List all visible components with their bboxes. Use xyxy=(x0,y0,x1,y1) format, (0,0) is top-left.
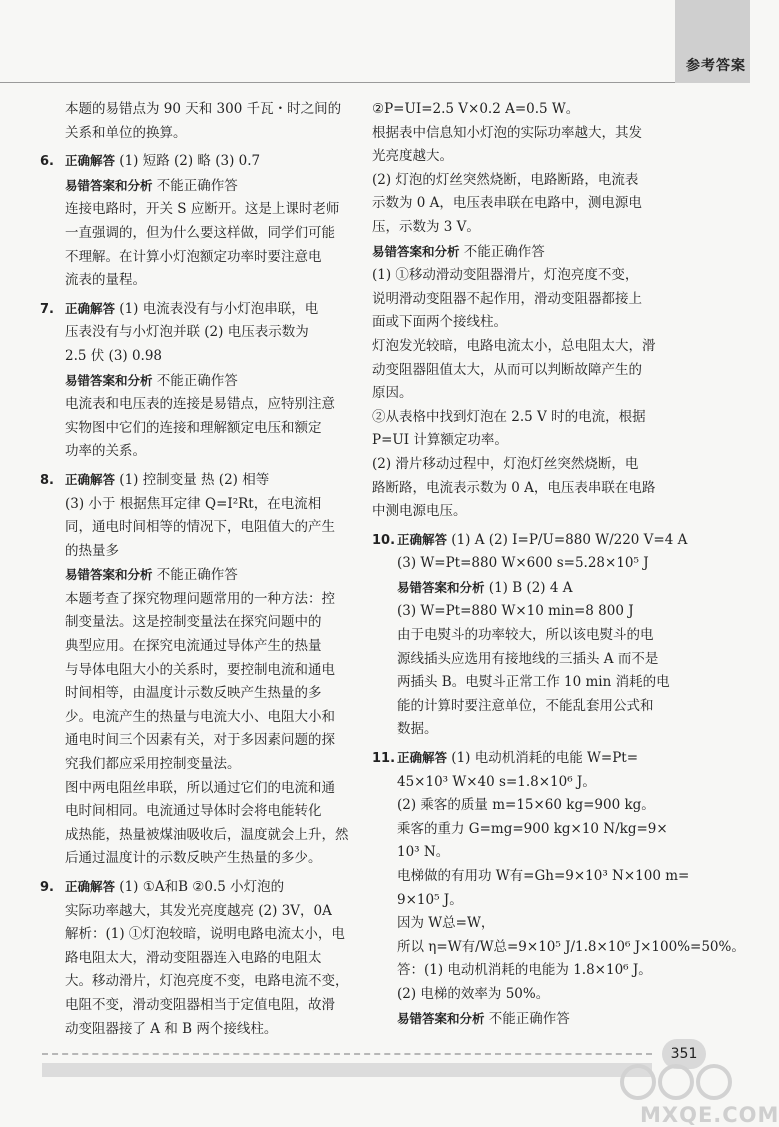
answer-text: 大。移动滑片，灯泡亮度不变，电路电流不变， xyxy=(65,973,349,990)
answer-text: (3) W=Pt=880 W×10 min=8 800 J xyxy=(397,603,634,620)
answer-line xyxy=(372,240,710,265)
question-number: 11. xyxy=(372,751,396,767)
answer-line xyxy=(40,1018,358,1042)
answer-line xyxy=(40,588,358,612)
answer-text: P=UI 计算额定功率。 xyxy=(372,432,508,449)
answer-text: 不能正确作答 xyxy=(459,243,545,260)
answer-tag: 易错答案和分析 xyxy=(397,1010,485,1026)
answer-line xyxy=(372,841,710,865)
answer-line xyxy=(40,516,358,540)
answer-text: 功率的关系。 xyxy=(65,443,146,460)
answer-line xyxy=(372,216,710,240)
answer-text: 时间相等，由温度计示数反映产生热量的多 xyxy=(65,685,322,702)
answer-line xyxy=(372,528,710,553)
answer-text: 路电阻太大，滑动变阻器连入电路的电阻太 xyxy=(65,949,322,966)
answer-text: 因为 W总=W， xyxy=(397,915,495,932)
answer-line xyxy=(372,145,710,169)
answer-text: 制变量法。这是控制变量法在探究问题中的 xyxy=(65,614,322,631)
answer-line xyxy=(40,246,358,270)
answer-line xyxy=(372,648,710,672)
answer-line xyxy=(372,576,710,601)
answer-text: (2) 电梯的效率为 50%。 xyxy=(397,985,550,1002)
answer-line xyxy=(372,865,710,889)
answer-line xyxy=(40,824,358,848)
answer-line xyxy=(40,777,358,801)
answer-line xyxy=(372,264,710,288)
footer-bar xyxy=(42,1063,652,1077)
answer-line xyxy=(372,695,710,719)
question-9 xyxy=(40,875,358,1041)
answer-text: (1) A (2) I=P/U=880 W/220 V=4 A xyxy=(447,531,688,548)
answer-text: 后通过温度计的示数反映产生热量的多少。 xyxy=(65,850,322,867)
answer-text: 所以 η=W有/W总=9×10⁵ J/1.8×10⁶ J×100%=50%。 xyxy=(397,938,745,955)
answer-text: 究我们都应采用控制变量法。 xyxy=(65,756,241,773)
question-11 xyxy=(372,746,745,1031)
answer-line xyxy=(40,493,358,517)
answer-tag: 正确解答 xyxy=(65,300,116,316)
answer-text: (2) 乘客的质量 m=15×60 kg=900 kg。 xyxy=(397,797,655,814)
answer-tag: 正确解答 xyxy=(65,153,116,169)
answer-text: 压表没有与小灯泡并联 (2) 电压表示数为 xyxy=(65,324,309,341)
answer-line xyxy=(372,477,710,501)
answer-text: 本题的易错点为 90 天和 300 千瓦・时之间的 xyxy=(65,101,342,117)
answer-tag: 易错答案和分析 xyxy=(372,243,460,259)
watermark-url: MXQE.COM xyxy=(640,1103,779,1127)
answer-line xyxy=(372,500,710,524)
answer-text: 不能正确作答 xyxy=(484,1010,570,1027)
answer-text: 数据。 xyxy=(397,721,438,738)
answer-text: 同，通电时间相等的情况下，电阻值大的产生 xyxy=(65,519,335,536)
answer-text: 关系和单位的换算。 xyxy=(65,124,187,141)
answer-text: 9×10⁵ J。 xyxy=(397,891,463,908)
answer-text: 45×10³ W×40 s=1.8×10⁶ J。 xyxy=(397,773,596,790)
answer-text: 成热能，热量被煤油吸收后，温度就会上升，然 xyxy=(65,826,349,843)
answer-text: 路断路，电流表示数为 0 A，电压表串联在电路 xyxy=(372,479,656,496)
section-tab xyxy=(675,0,750,83)
answer-line xyxy=(40,122,358,146)
answer-line xyxy=(40,369,358,394)
answer-line xyxy=(372,771,710,795)
answer-line xyxy=(372,794,710,818)
answer-line xyxy=(372,98,710,122)
answer-text: 本题考查了探究物理问题常用的一种方法：控 xyxy=(65,590,335,607)
answer-text: 压，示数为 3 V。 xyxy=(372,218,480,235)
answer-line xyxy=(372,912,710,936)
answer-line xyxy=(372,359,710,383)
page-number: 351 xyxy=(662,1039,706,1069)
header-rule xyxy=(0,82,675,83)
answer-line xyxy=(40,563,358,588)
answer-line xyxy=(40,923,358,947)
answer-line xyxy=(372,311,710,335)
answer-line xyxy=(372,382,710,406)
answer-text: 说明滑动变阻器不起作用，滑动变阻器都接上 xyxy=(372,290,642,307)
answer-text: 不能正确作答 xyxy=(152,567,238,584)
answer-text: 电阻不变，滑动变阻器相当于定值电阻，故滑 xyxy=(65,996,335,1013)
answer-line xyxy=(372,624,710,648)
question-6 xyxy=(40,149,358,293)
answer-tag: 易错答案和分析 xyxy=(65,372,153,388)
answer-text: ②从表格中找到灯泡在 2.5 V 时的电流，根据 xyxy=(372,408,646,425)
answer-line xyxy=(372,122,710,146)
answer-text: 动变阻器接了 A 和 B 两个接线柱。 xyxy=(65,1020,278,1037)
answer-text: 连接电路时，开关 S 应断开。这是上课时老师 xyxy=(65,201,340,218)
answer-line xyxy=(40,635,358,659)
answer-line xyxy=(40,393,358,417)
answer-line xyxy=(372,552,710,576)
answer-line xyxy=(40,417,358,441)
answer-text: 典型应用。在探究电流通过导体产生的热量 xyxy=(65,638,322,655)
answer-text: 面或下面两个接线柱。 xyxy=(372,314,507,331)
answer-line xyxy=(372,600,710,624)
continued-answer xyxy=(372,98,710,524)
answer-line xyxy=(40,800,358,824)
answer-line xyxy=(372,818,710,842)
page-header xyxy=(0,0,750,83)
answer-text: 原因。 xyxy=(372,385,413,402)
answer-text: (3) 小于 根据焦耳定律 Q=I²Rt，在电流相 xyxy=(65,495,322,512)
answer-line xyxy=(372,429,710,453)
answer-line xyxy=(40,440,358,464)
answer-tag: 易错答案和分析 xyxy=(65,177,153,193)
answer-line xyxy=(372,718,710,742)
question-number: 8. xyxy=(40,472,54,488)
answer-text: 不能正确作答 xyxy=(152,372,238,389)
answer-text: 灯泡发光较暗，电路电流太小，总电阻太大，滑 xyxy=(372,337,656,354)
answer-text: 源线插头应选用有接地线的三插头 A 而不是 xyxy=(397,650,659,667)
answer-line xyxy=(372,1007,710,1032)
question-7 xyxy=(40,297,358,464)
answer-text: 少。电流产生的热量与电流大小、电阻大小和 xyxy=(65,708,335,725)
answer-line xyxy=(40,98,358,122)
answer-line xyxy=(372,889,710,913)
answer-line xyxy=(40,468,358,493)
answer-text: 电时间相同。电流通过导体时会将电能转化 xyxy=(65,803,322,820)
answer-text: (1) ①A和B ②0.5 小灯泡的 xyxy=(115,879,285,895)
answer-text: 流表的量程。 xyxy=(65,272,146,289)
answer-line xyxy=(40,269,358,293)
answer-text: 答：(1) 电动机消耗的电能为 1.8×10⁶ J。 xyxy=(397,962,652,979)
question-8 xyxy=(40,468,358,871)
answer-text: (1) 控制变量 热 (2) 相等 xyxy=(115,471,270,488)
answer-line xyxy=(40,297,358,322)
answer-text: ②P=UI=2.5 V×0.2 A=0.5 W。 xyxy=(372,101,580,117)
answer-tag: 正确解答 xyxy=(65,879,116,894)
answer-line xyxy=(372,453,710,477)
answer-line xyxy=(40,345,358,369)
answer-line xyxy=(40,682,358,706)
answer-text: 通电时间三个因素有关，对于多因素问题的探 xyxy=(65,732,335,749)
answer-text: 的热量多 xyxy=(65,542,119,559)
answer-text: (2) 滑片移动过程中，灯泡灯丝突然烧断，电 xyxy=(372,455,639,472)
answer-line xyxy=(40,706,358,730)
answer-text: 由于电熨斗的功率较大，所以该电熨斗的电 xyxy=(397,627,654,644)
right-column xyxy=(372,98,745,1035)
answer-line xyxy=(372,671,710,695)
answer-line xyxy=(40,875,358,900)
answer-text: 电流表和电压表的连接是易错点，应特别注意 xyxy=(65,396,335,413)
answer-line xyxy=(40,729,358,753)
answer-text: 光亮度越大。 xyxy=(372,148,453,165)
answer-line xyxy=(40,222,358,246)
left-column xyxy=(40,98,358,1045)
answer-text: 乘客的重力 G=mg=900 kg×10 N/kg=9× xyxy=(397,820,668,837)
answer-text: 实际功率越大，其发光亮度越亮 (2) 3V，0A xyxy=(65,902,332,919)
answer-line xyxy=(40,611,358,635)
answer-line xyxy=(40,947,358,971)
answer-text: 与导体电阻大小的关系时，要控制电流和通电 xyxy=(65,661,335,678)
answer-line xyxy=(372,983,710,1007)
answer-text: 中测电源电压。 xyxy=(372,503,467,520)
answer-line xyxy=(40,659,358,683)
answer-line xyxy=(372,288,710,312)
answer-text: (1) B (2) 4 A xyxy=(484,579,573,596)
answer-line xyxy=(40,994,358,1018)
answer-line xyxy=(40,900,358,924)
answer-tag: 正确解答 xyxy=(397,531,448,547)
question-number: 7. xyxy=(40,301,54,317)
answer-text: 解析：(1) ①灯泡较暗，说明电路电流太小，电 xyxy=(65,926,345,943)
answer-text: 动变阻器阻值太大，从而可以判断故障产生的 xyxy=(372,361,642,378)
answer-line xyxy=(40,321,358,345)
answer-line xyxy=(40,753,358,777)
answer-tag: 易错答案和分析 xyxy=(65,567,153,583)
answer-text: 实物图中它们的连接和理解额定电压和额定 xyxy=(65,419,322,436)
answer-text: 不理解。在计算小灯泡额定功率时要注意电 xyxy=(65,248,322,265)
answer-tag: 正确解答 xyxy=(65,471,116,487)
question-number: 10. xyxy=(372,532,396,548)
answer-text: 电梯做的有用功 W有=Gh=9×10³ N×100 m= xyxy=(397,868,690,884)
answer-text: (1) 电流表没有与小灯泡串联，电 xyxy=(115,300,319,317)
answer-line xyxy=(40,149,358,174)
answer-text: 10³ N。 xyxy=(397,844,450,861)
answer-line xyxy=(40,174,358,199)
answer-line xyxy=(372,406,710,430)
answer-text: (3) W=Pt=880 W×600 s=5.28×10⁵ J xyxy=(397,555,649,572)
answer-line xyxy=(372,746,710,771)
answer-text: (1) 电动机消耗的电能 W=Pt= xyxy=(447,750,639,767)
answer-line xyxy=(372,192,710,216)
answer-text: (2) 灯泡的灯丝突然烧断，电路断路，电流表 xyxy=(372,171,639,188)
answer-text: 2.5 伏 (3) 0.98 xyxy=(65,347,163,364)
continued-answer xyxy=(40,98,358,145)
answer-text: 一直强调的，但为什么要这样做，同学们可能 xyxy=(65,224,335,241)
question-number: 9. xyxy=(40,880,54,895)
answer-line xyxy=(372,335,710,359)
answer-line xyxy=(40,970,358,994)
answer-text: 两插头 B。电熨斗正常工作 10 min 消耗的电 xyxy=(397,674,670,691)
answer-line xyxy=(40,847,358,871)
answer-text: 能的计算时要注意单位，不能乱套用公式和 xyxy=(397,697,654,714)
answer-line xyxy=(40,540,358,564)
answer-line xyxy=(40,198,358,222)
answer-text: 不能正确作答 xyxy=(152,177,238,194)
question-number: 6. xyxy=(40,154,54,170)
answer-line xyxy=(372,169,710,193)
answer-text: (1) 短路 (2) 略 (3) 0.7 xyxy=(115,153,261,170)
answer-text: 示数为 0 A，电压表串联在电路中，测电源电 xyxy=(372,195,642,212)
answer-text: (1) ①移动滑动变阻器滑片，灯泡亮度不变， xyxy=(372,267,639,284)
answer-tag: 易错答案和分析 xyxy=(397,579,485,595)
answer-tag: 正确解答 xyxy=(397,750,448,766)
answer-text: 根据表中信息知小灯泡的实际功率越大，其发 xyxy=(372,124,642,141)
answer-line xyxy=(372,959,710,983)
question-10 xyxy=(372,528,710,742)
section-title: 参考答案 xyxy=(686,58,746,74)
answer-text: 图中两电阻丝串联，所以通过它们的电流和通 xyxy=(65,779,335,796)
answer-line xyxy=(372,936,745,960)
